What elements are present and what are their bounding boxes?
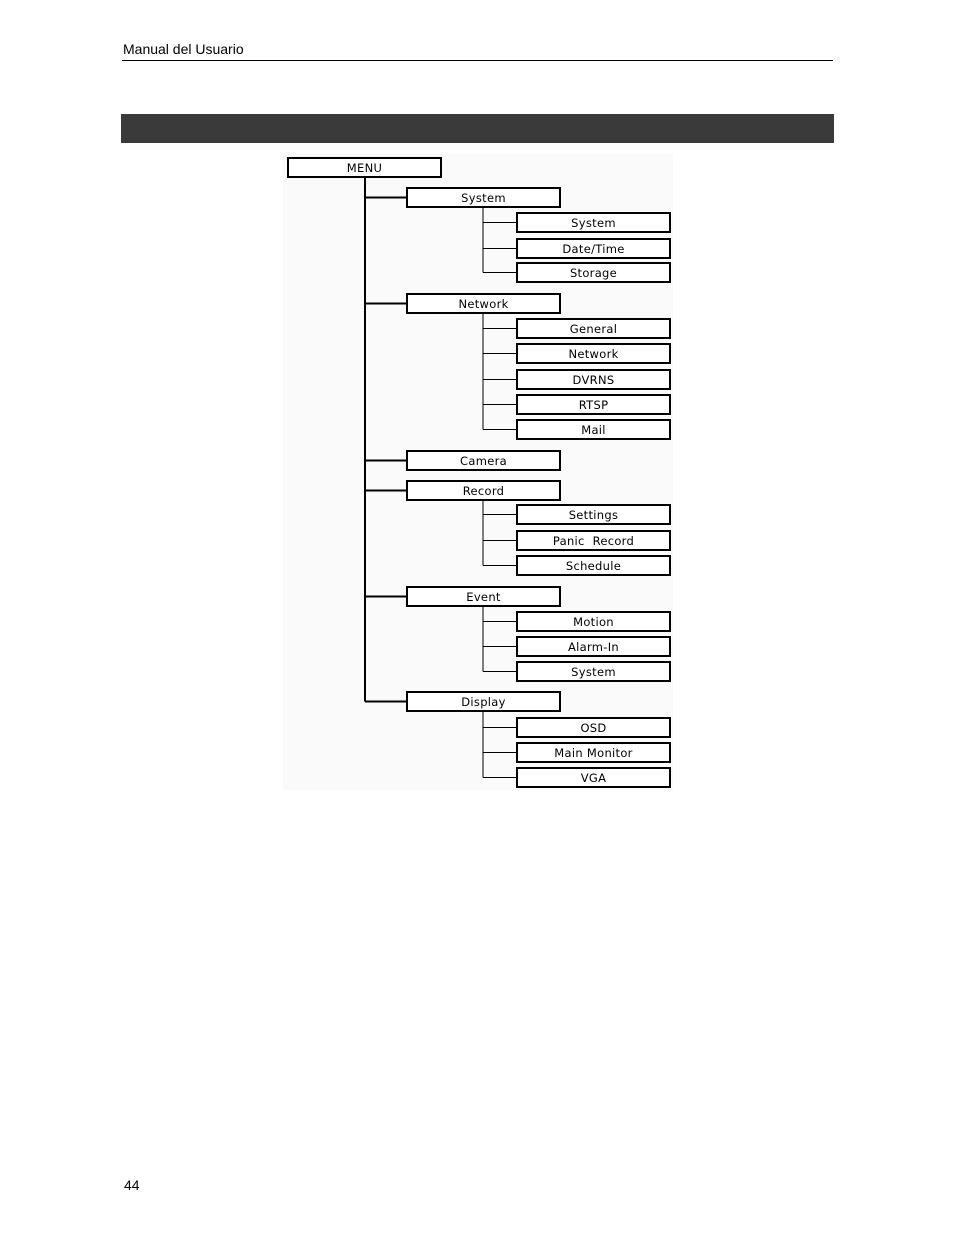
item-box-record-panic-record: Panic Record	[516, 530, 671, 551]
menu-root-box: MENU	[287, 157, 442, 178]
item-box-network-rtsp: RTSP	[516, 394, 671, 415]
item-box-system-datetime: Date/Time	[516, 238, 671, 259]
header-rule	[122, 60, 833, 61]
page-number: 44	[124, 1177, 140, 1193]
item-box-system-system: System	[516, 212, 671, 233]
item-box-display-vga: VGA	[516, 767, 671, 788]
item-box-network-dvrns: DVRNS	[516, 369, 671, 390]
item-box-record-schedule: Schedule	[516, 555, 671, 576]
section-box-event: Event	[406, 586, 561, 607]
item-box-display-osd: OSD	[516, 717, 671, 738]
section-box-record: Record	[406, 480, 561, 501]
item-box-system-storage: Storage	[516, 262, 671, 283]
section-box-system: System	[406, 187, 561, 208]
item-box-record-settings: Settings	[516, 504, 671, 525]
item-box-network-mail: Mail	[516, 419, 671, 440]
item-box-network-network: Network	[516, 343, 671, 364]
section-box-display: Display	[406, 691, 561, 712]
item-box-event-alarm-in: Alarm-In	[516, 636, 671, 657]
item-box-display-main-monitor: Main Monitor	[516, 742, 671, 763]
item-box-network-general: General	[516, 318, 671, 339]
item-box-event-motion: Motion	[516, 611, 671, 632]
running-header-title: Manual del Usuario	[123, 41, 244, 57]
section-box-network: Network	[406, 293, 561, 314]
item-box-event-system: System	[516, 661, 671, 682]
section-box-camera: Camera	[406, 450, 561, 471]
section-heading-bar	[121, 114, 834, 143]
